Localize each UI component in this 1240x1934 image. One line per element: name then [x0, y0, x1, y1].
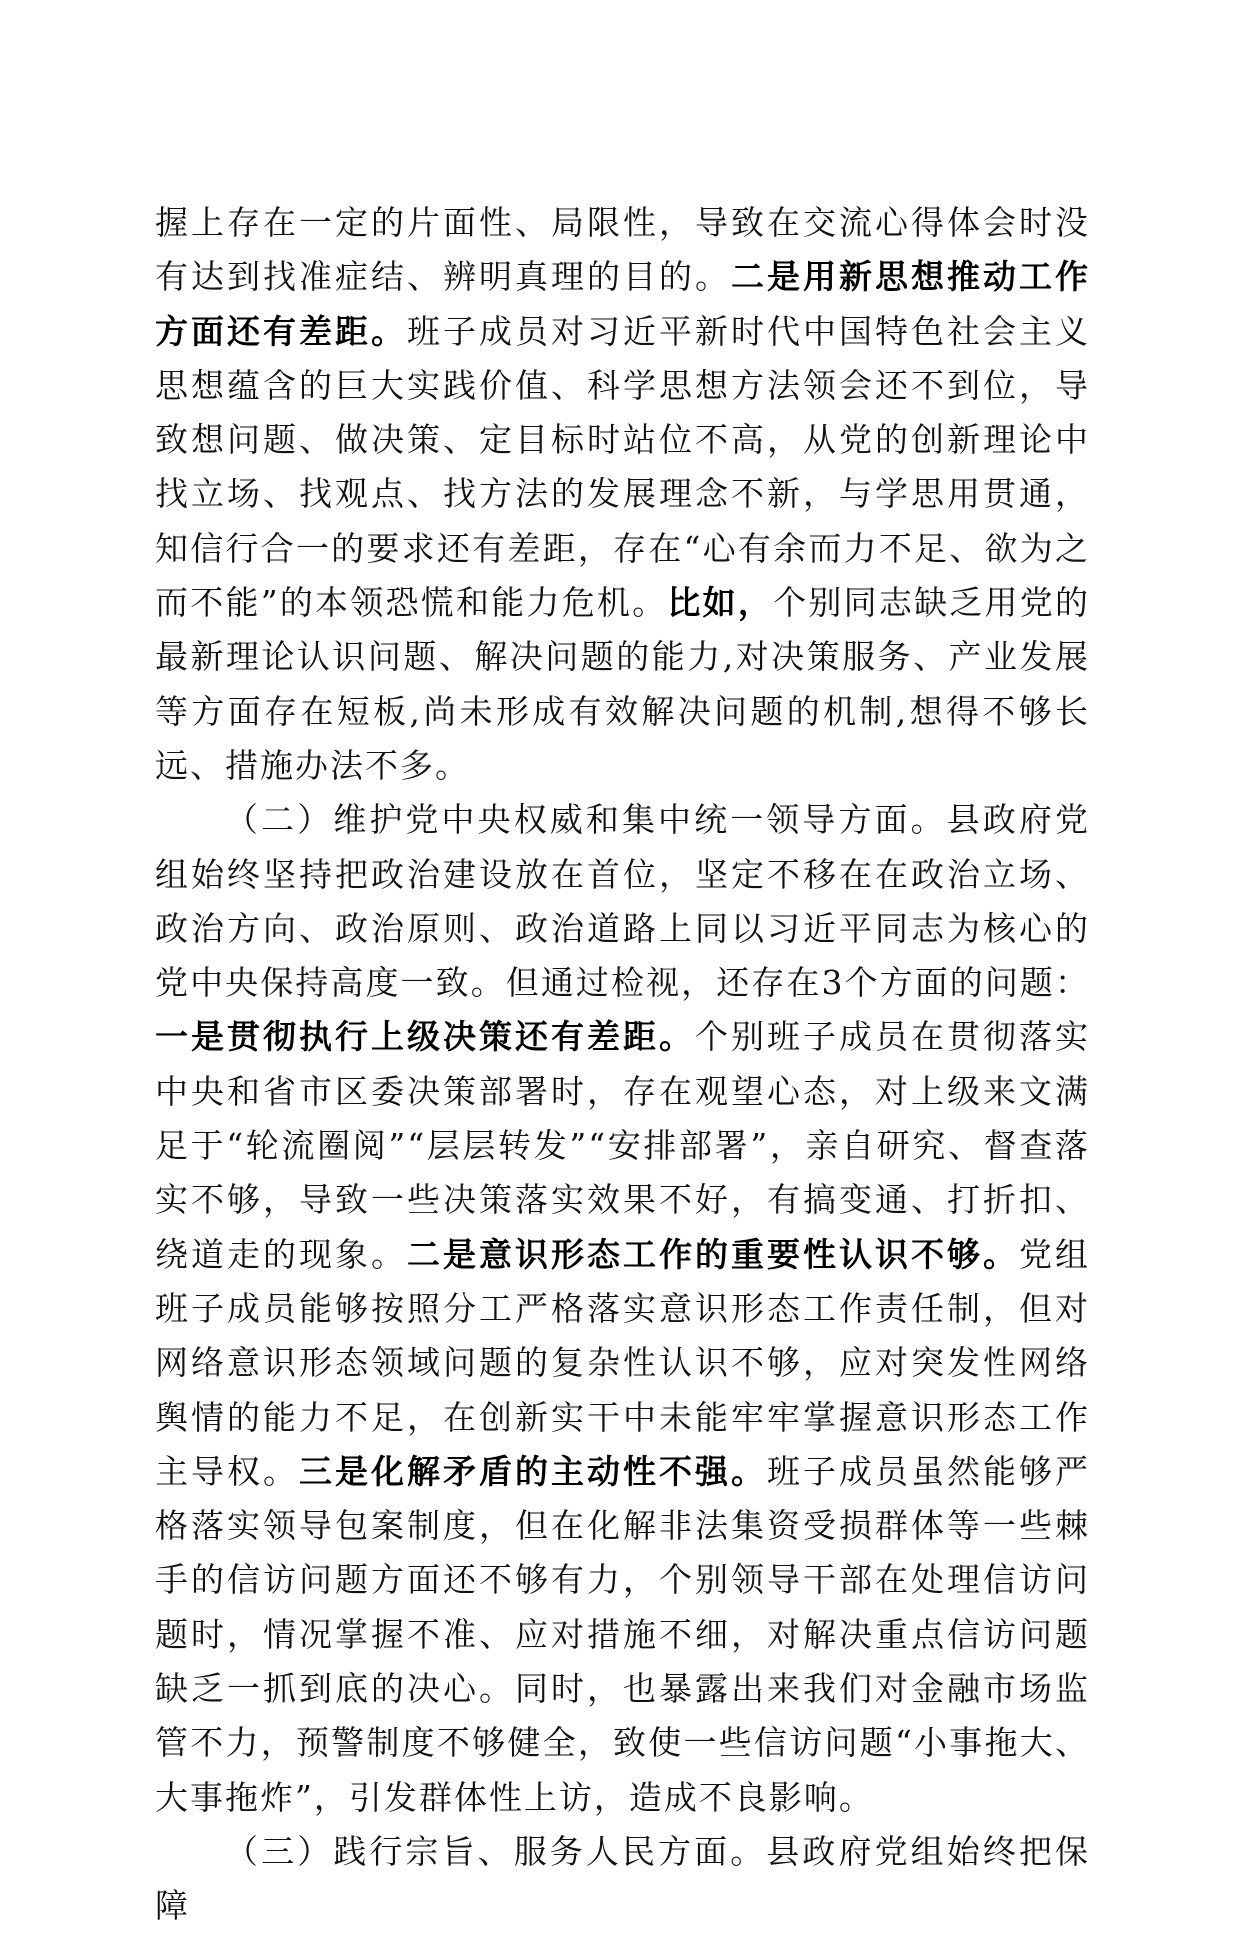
bold-example-marker: 比如，: [667, 583, 774, 623]
text-segment: 个别同志缺乏用党的最新理论认识问题、解决问题的能力,对决策服务、产业发展等方面存在短板,尚未形成有效解决问题的机制,想得不够长远、措施办法不多。: [155, 583, 1091, 785]
text-segment: 班子成员虽然能够严格落实领导包案制度，但在化解非法集资受损群体等一些棘手的信访问题方面还不够有力，个别领导干部在处理信访问题时，情况掌握不准、应对措施不细，对解决重点信访问题缺乏一抓到底的决心。同时，也暴露出来我们对金融市场监管不力，预警制度不够健全，致使一些信访问题“小事拖大、大事拖炸”，引发群体性上访，造成不良影响。: [155, 1451, 1090, 1817]
paragraph-thought-application: [155, 196, 1090, 793]
section-heading-2: （二）维护党中央权威和集中统一领导方面。县政府党组始终坚持把政治建设放在首位，坚定不移在在政治立场、政治方向、政治原则、政治道路上同以习近平同志为核心的党中央保持高度一致。但通过检视，还存在3个方面的问题：: [155, 800, 1090, 1003]
paragraph-serve-people: [155, 1825, 1090, 1934]
text-segment: 握上存在一定的片面性、局限性，导致在交流心得体会时没有达到找准症结、辨明真理的目的。: [155, 203, 1090, 297]
text-segment: 党组班子成员能够按照分工严格落实意识形态工作责任制，但对网络意识形态领域问题的复杂性认识不够，应对突发性网络舆情的能力不足，在创新实干中未能牢牢掌握意识形态工作主导权。: [155, 1234, 1090, 1491]
text-segment: 班子成员对习近平新时代中国特色社会主义思想蕴含的巨大实践价值、科学思想方法领会还不到位，导致想问题、做决策、定目标时站位不高，从党的创新理论中找立场、找观点、找方法的发展理念不新，与学思用贯通，知信行合一的要求还有差距，存在“心有余而力不足、欲为之而不能”的本领恐慌和能力危机。: [155, 311, 1090, 623]
section-heading-3: （三）践行宗旨、服务人民方面。县政府党组始终把保障: [155, 1831, 1090, 1926]
text-segment: 个别班子成员在贯彻落实中央和省市区委决策部署时，存在观望心态，对上级来文满足于“轮流圈阅”“层层转发”“安排部署”，亲自研究、督查落实不够，导致一些决策落实效果不好，有搞变通、打折扣、绕道走的现象。: [155, 1017, 1090, 1274]
bold-heading-first-point: 一是贯彻执行上级决策还有差距。: [155, 1017, 695, 1057]
document-body: [155, 196, 1090, 1934]
paragraph-central-authority: [155, 793, 1090, 1825]
bold-heading-third-point: 三是化解矛盾的主动性不强。: [299, 1451, 767, 1491]
bold-heading-second-point: 二是意识形态工作的重要性认识不够。: [407, 1234, 1019, 1274]
bold-heading-second-point: 二是用新思想推动工作方面还有差距。: [155, 257, 1090, 351]
